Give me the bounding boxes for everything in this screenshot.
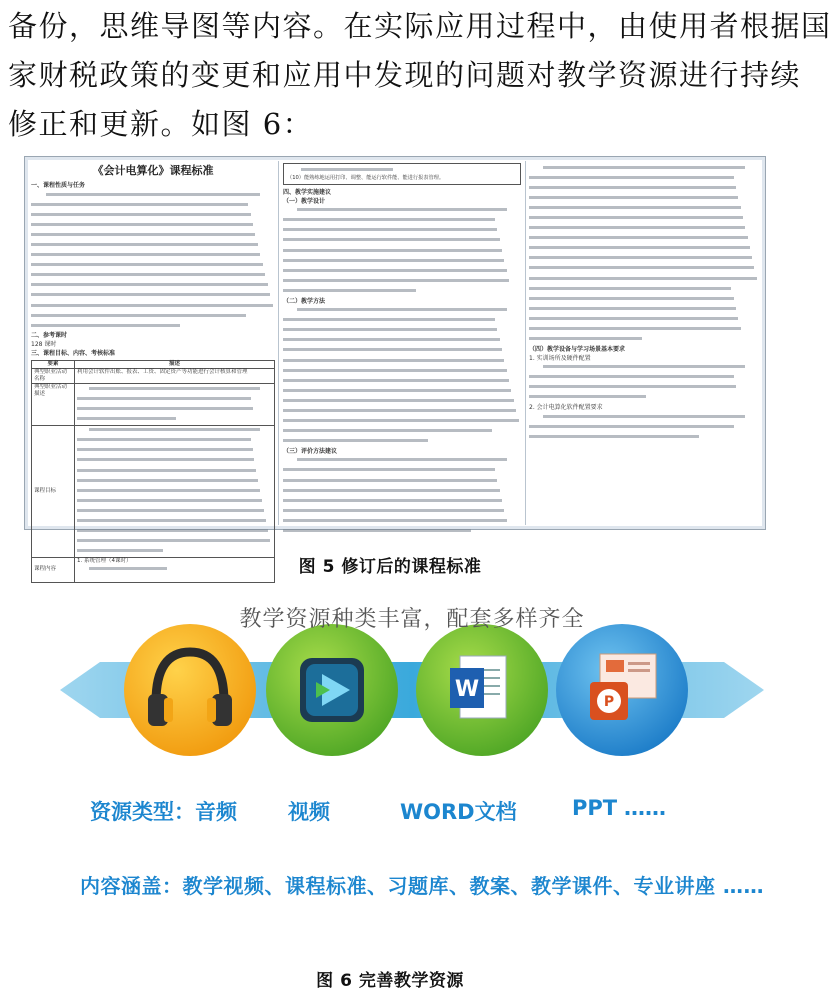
doc-text-line bbox=[77, 489, 272, 497]
doc-text-line bbox=[77, 448, 272, 456]
doc-text-line bbox=[283, 409, 521, 417]
doc-text-line bbox=[529, 307, 759, 315]
doc-text-line bbox=[529, 236, 759, 244]
table-cell-label: 典型职业活动描述 bbox=[32, 384, 75, 425]
doc-text-line bbox=[77, 519, 272, 527]
table-cell-label: 课程内容 bbox=[32, 557, 75, 582]
doc-sub-design: （一）教学设计 bbox=[283, 197, 326, 205]
doc-text-line bbox=[31, 223, 275, 231]
doc-text-line bbox=[31, 193, 275, 201]
paragraph-line-2: 家财税政策的变更和应用中发现的问题对教学资源进行持续 bbox=[8, 58, 802, 92]
doc-text-line bbox=[31, 263, 275, 271]
doc-text-line bbox=[77, 458, 272, 466]
doc-heading-equipment: （四）教学设备与学习场景基本要求 bbox=[529, 345, 626, 353]
doc-text-line bbox=[77, 397, 272, 405]
doc-heading-hours: 二、参考课时 bbox=[31, 332, 68, 340]
doc-text-line bbox=[529, 375, 759, 383]
svg-text:P: P bbox=[603, 694, 615, 710]
doc-text-line bbox=[283, 439, 521, 447]
doc-text-line bbox=[31, 233, 275, 241]
table-cell-label: 课程目标 bbox=[32, 425, 75, 557]
doc-text-line bbox=[287, 168, 517, 176]
resource-types-row bbox=[60, 796, 764, 830]
doc-heading-implementation: 四、教学实施建议 bbox=[283, 188, 332, 196]
doc-text-line bbox=[529, 226, 759, 234]
doc-text-line bbox=[77, 387, 272, 395]
doc-heading-nature: 一、课程性质与任务 bbox=[31, 182, 86, 189]
body-paragraph bbox=[8, 2, 832, 149]
doc-text-line bbox=[529, 196, 759, 204]
doc-text-line bbox=[529, 415, 759, 423]
doc-text-line bbox=[283, 338, 521, 346]
doc-text-line bbox=[31, 253, 275, 261]
doc-text-line bbox=[77, 529, 272, 537]
doc-hours: 128 课时 bbox=[31, 341, 57, 349]
doc-text-line bbox=[283, 379, 521, 387]
doc-text-line bbox=[529, 246, 759, 254]
doc-text-line bbox=[283, 399, 521, 407]
doc-text-line bbox=[529, 277, 759, 285]
banner-title: 教学资源种类丰富，配套多样齐全 bbox=[239, 607, 585, 632]
doc-text-line bbox=[283, 359, 521, 367]
table-row bbox=[32, 425, 275, 557]
doc-standard-table bbox=[31, 360, 275, 583]
doc-box-line: （10）能熟练地运用打印、调整、能运行软件能、能进行报表管理。 bbox=[287, 175, 445, 182]
table-header-desc: 描述 bbox=[75, 361, 275, 369]
types-label-audio: 资源类型：音频 bbox=[90, 800, 237, 824]
doc-text-line bbox=[529, 297, 759, 305]
doc-text-line bbox=[529, 385, 759, 393]
table-header-element: 要素 bbox=[32, 361, 75, 369]
type-video: 视频 bbox=[288, 800, 330, 824]
table-cell-desc: 利用会计软件出账、报表、工资、固定资产等功能进行会计核算和管理 bbox=[75, 369, 275, 384]
doc-text-line bbox=[283, 429, 521, 437]
doc-heading-goals: 三、课程目标、内容、考核标准 bbox=[31, 350, 116, 358]
doc-text-line bbox=[283, 468, 521, 476]
table-row bbox=[32, 369, 275, 384]
figure5-caption: 图 5 修订后的课程标准 bbox=[298, 557, 482, 577]
doc-title: 《会计电算化》课程标准 bbox=[92, 164, 214, 177]
doc-text-line bbox=[529, 206, 759, 214]
doc-text-line bbox=[283, 529, 521, 537]
doc-text-line bbox=[283, 519, 521, 527]
paragraph-line-1: 备份，思维导图等内容。在实际应用过程中，由使用者根据国 bbox=[8, 9, 832, 43]
doc-text-line bbox=[283, 259, 521, 267]
type-ppt: PPT bbox=[572, 796, 618, 820]
figure6-infographic bbox=[60, 590, 764, 900]
doc-text-line bbox=[529, 327, 759, 335]
doc-text-line bbox=[529, 186, 759, 194]
type-more: …… bbox=[624, 796, 666, 820]
doc-text-line bbox=[283, 218, 521, 226]
doc-text-line bbox=[283, 499, 521, 507]
doc-text-line bbox=[77, 479, 272, 487]
doc-text-line bbox=[283, 348, 521, 356]
paragraph-line-3: 修正和更新。如图 6： bbox=[8, 107, 314, 141]
doc-column-1 bbox=[31, 163, 275, 573]
content-coverage-line: 内容涵盖：教学视频、课程标准、习题库、教案、教学课件、专业讲座 …… bbox=[80, 874, 764, 898]
doc-text-line bbox=[529, 365, 759, 373]
doc-text-line bbox=[283, 249, 521, 257]
svg-text:W: W bbox=[454, 677, 480, 702]
doc-text-line bbox=[283, 208, 521, 216]
doc-text-line bbox=[283, 328, 521, 336]
doc-text-line bbox=[283, 419, 521, 427]
doc-text-line bbox=[529, 287, 759, 295]
doc-sub-software: 2. 会计电算化软件配置要求 bbox=[529, 404, 603, 412]
doc-text-line bbox=[283, 318, 521, 326]
doc-text-line bbox=[283, 269, 521, 277]
doc-text-line bbox=[77, 407, 272, 415]
doc-text-line bbox=[529, 425, 759, 433]
doc-text-line bbox=[283, 509, 521, 517]
doc-text-line bbox=[283, 369, 521, 377]
doc-text-line bbox=[31, 273, 275, 281]
doc-text-line bbox=[529, 337, 759, 345]
doc-text-line bbox=[283, 279, 521, 287]
doc-text-line bbox=[31, 243, 275, 251]
doc-text-line bbox=[31, 314, 275, 322]
doc-text-line bbox=[31, 304, 275, 312]
table-row bbox=[32, 384, 275, 425]
doc-column-2 bbox=[283, 163, 521, 523]
table-cell-label: 典型职业活动名称 bbox=[32, 369, 75, 384]
doc-text-line bbox=[31, 293, 275, 301]
doc-text-line bbox=[283, 228, 521, 236]
doc-text-line bbox=[77, 428, 272, 436]
doc-text-line bbox=[77, 499, 272, 507]
doc-text-line bbox=[283, 389, 521, 397]
doc-text-line bbox=[283, 289, 521, 297]
doc-text-line bbox=[283, 458, 521, 466]
table-cell-desc: 1. 系统管理（4课时） bbox=[77, 557, 132, 564]
type-word: WORD文档 bbox=[400, 800, 517, 824]
doc-text-line bbox=[283, 489, 521, 497]
doc-sub-evaluation: （三）评价方法建议 bbox=[283, 447, 338, 455]
doc-text-line bbox=[283, 308, 521, 316]
doc-text-line bbox=[529, 317, 759, 325]
doc-text-line bbox=[529, 176, 759, 184]
doc-text-line bbox=[529, 435, 759, 443]
doc-text-line bbox=[77, 509, 272, 517]
doc-text-line bbox=[31, 213, 275, 221]
doc-text-line bbox=[77, 438, 272, 446]
doc-column-3 bbox=[529, 163, 759, 523]
doc-text-line bbox=[529, 256, 759, 264]
doc-text-line bbox=[529, 166, 759, 174]
figure6-caption: 图 6 完善教学资源 bbox=[316, 971, 464, 991]
doc-text-line bbox=[31, 283, 275, 291]
doc-text-line bbox=[31, 324, 275, 332]
audio-circle bbox=[124, 624, 256, 756]
doc-text-line bbox=[529, 216, 759, 224]
doc-sub-hardware: 1. 实训场所及硬件配置 bbox=[529, 354, 591, 362]
doc-text-line bbox=[77, 469, 272, 477]
doc-text-line bbox=[77, 417, 272, 425]
doc-sub-method: （二）教学方法 bbox=[283, 297, 326, 305]
doc-text-line bbox=[31, 203, 275, 211]
doc-text-line bbox=[77, 539, 272, 547]
doc-text-line bbox=[283, 238, 521, 246]
doc-text-line bbox=[529, 395, 759, 403]
doc-text-line bbox=[529, 266, 759, 274]
video-player-icon bbox=[300, 658, 364, 722]
doc-text-line bbox=[283, 479, 521, 487]
